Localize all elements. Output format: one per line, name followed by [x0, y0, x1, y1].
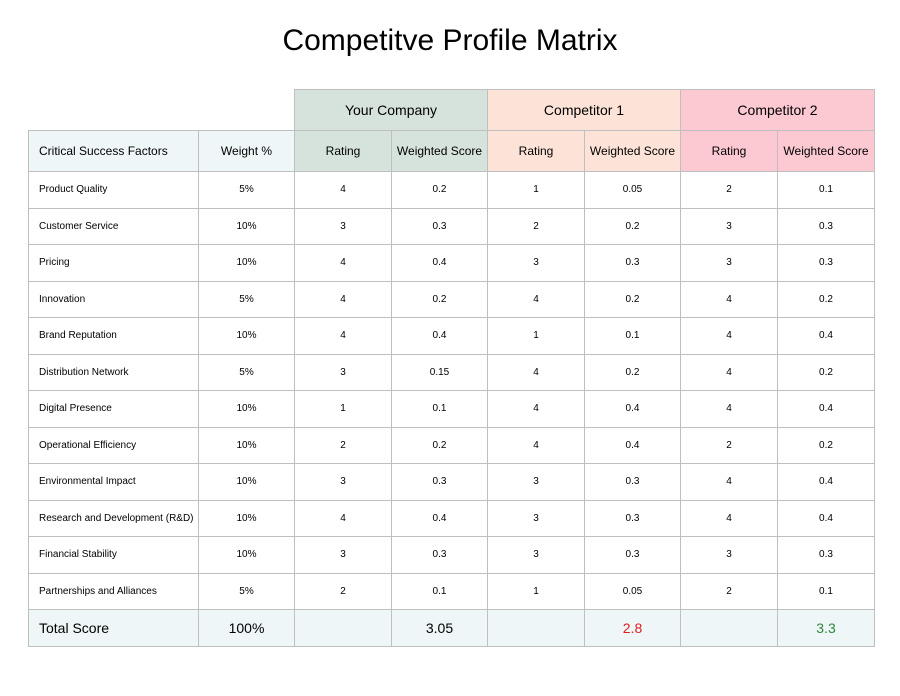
page-title: Competitve Profile Matrix — [282, 24, 618, 57]
your-company-weighted-score-cell: 0.4 — [392, 245, 488, 282]
competitor-2-rating-cell: 2 — [681, 172, 778, 209]
table-row — [29, 537, 875, 574]
competitor-1-rating-cell: 4 — [488, 354, 585, 391]
competitor-1-weighted-score-cell: 0.4 — [585, 391, 681, 428]
header-weight: Weight % — [199, 131, 295, 172]
header-critical-success-factors: Critical Success Factors — [29, 131, 199, 172]
table-row — [29, 172, 875, 209]
competitor-2-weighted-score-cell: 0.3 — [778, 208, 875, 245]
table-row — [29, 427, 875, 464]
competitor-1-rating-cell: 1 — [488, 172, 585, 209]
weight-cell: 10% — [199, 318, 295, 355]
header-competitor-1-rating: Rating — [488, 131, 585, 172]
group-header-your-company: Your Company — [295, 90, 488, 131]
weight-cell: 10% — [199, 208, 295, 245]
competitor-2-total-rating-empty — [681, 610, 778, 647]
table-row — [29, 318, 875, 355]
competitor-1-rating-cell: 3 — [488, 537, 585, 574]
competitor-2-weighted-score-cell: 0.3 — [778, 245, 875, 282]
competitive-profile-matrix — [28, 89, 875, 647]
competitor-2-rating-cell: 4 — [681, 354, 778, 391]
competitor-1-weighted-score-cell: 0.3 — [585, 245, 681, 282]
competitor-2-rating-cell: 4 — [681, 464, 778, 501]
your-company-weighted-score-cell: 0.15 — [392, 354, 488, 391]
weight-cell: 5% — [199, 281, 295, 318]
your-company-rating-cell: 4 — [295, 318, 392, 355]
total-score-row — [29, 610, 875, 647]
competitor-2-weighted-score-cell: 0.3 — [778, 537, 875, 574]
weight-cell: 10% — [199, 500, 295, 537]
competitor-1-rating-cell: 3 — [488, 245, 585, 282]
table-row — [29, 208, 875, 245]
your-company-rating-cell: 4 — [295, 500, 392, 537]
factor-cell: Brand Reputation — [29, 318, 199, 355]
table-row — [29, 245, 875, 282]
your-company-weighted-score-cell: 0.2 — [392, 281, 488, 318]
factor-cell: Innovation — [29, 281, 199, 318]
competitor-1-weighted-score-cell: 0.3 — [585, 500, 681, 537]
weight-cell: 5% — [199, 172, 295, 209]
competitor-1-total-rating-empty — [488, 610, 585, 647]
your-company-weighted-score-cell: 0.2 — [392, 172, 488, 209]
table-row — [29, 573, 875, 610]
competitor-2-rating-cell: 2 — [681, 427, 778, 464]
your-company-weighted-score-cell: 0.3 — [392, 208, 488, 245]
competitor-2-rating-cell: 3 — [681, 245, 778, 282]
table-row — [29, 354, 875, 391]
competitor-2-weighted-score-cell: 0.4 — [778, 391, 875, 428]
factor-cell: Partnerships and Alliances — [29, 573, 199, 610]
header-competitor-2-weighted-score: Weighted Score — [778, 131, 875, 172]
competitor-2-weighted-score-cell: 0.4 — [778, 500, 875, 537]
table-row — [29, 281, 875, 318]
competitor-2-weighted-score-cell: 0.4 — [778, 318, 875, 355]
group-header-competitor-1: Competitor 1 — [488, 90, 681, 131]
competitor-1-total-score: 2.8 — [585, 610, 681, 647]
weight-cell: 10% — [199, 245, 295, 282]
weight-cell: 5% — [199, 354, 295, 391]
competitor-1-weighted-score-cell: 0.3 — [585, 537, 681, 574]
weight-cell: 10% — [199, 427, 295, 464]
competitor-1-rating-cell: 1 — [488, 318, 585, 355]
competitor-2-rating-cell: 4 — [681, 500, 778, 537]
weight-cell: 10% — [199, 537, 295, 574]
your-company-rating-cell: 4 — [295, 245, 392, 282]
factor-cell: Digital Presence — [29, 391, 199, 428]
competitor-2-rating-cell: 3 — [681, 537, 778, 574]
factor-cell: Customer Service — [29, 208, 199, 245]
header-competitor-2-rating: Rating — [681, 131, 778, 172]
your-company-weighted-score-cell: 0.3 — [392, 464, 488, 501]
weight-cell: 10% — [199, 391, 295, 428]
competitor-2-weighted-score-cell: 0.4 — [778, 464, 875, 501]
competitor-2-total-score: 3.3 — [778, 610, 875, 647]
header-competitor-1-weighted-score: Weighted Score — [585, 131, 681, 172]
your-company-rating-cell: 2 — [295, 427, 392, 464]
competitor-1-weighted-score-cell: 0.2 — [585, 208, 681, 245]
competitor-1-weighted-score-cell: 0.3 — [585, 464, 681, 501]
competitor-1-rating-cell: 4 — [488, 281, 585, 318]
table-row — [29, 391, 875, 428]
header-your-company-weighted-score: Weighted Score — [392, 131, 488, 172]
competitor-1-weighted-score-cell: 0.1 — [585, 318, 681, 355]
your-company-rating-cell: 4 — [295, 172, 392, 209]
competitor-2-weighted-score-cell: 0.1 — [778, 573, 875, 610]
your-company-rating-cell: 4 — [295, 281, 392, 318]
factor-cell: Operational Efficiency — [29, 427, 199, 464]
competitor-2-rating-cell: 4 — [681, 318, 778, 355]
your-company-rating-cell: 3 — [295, 464, 392, 501]
competitor-1-weighted-score-cell: 0.05 — [585, 573, 681, 610]
factor-cell: Environmental Impact — [29, 464, 199, 501]
competitor-2-weighted-score-cell: 0.2 — [778, 427, 875, 464]
your-company-weighted-score-cell: 0.2 — [392, 427, 488, 464]
factor-cell: Pricing — [29, 245, 199, 282]
factor-cell: Financial Stability — [29, 537, 199, 574]
your-company-weighted-score-cell: 0.1 — [392, 573, 488, 610]
your-company-weighted-score-cell: 0.3 — [392, 537, 488, 574]
your-company-rating-cell: 3 — [295, 537, 392, 574]
table-row — [29, 464, 875, 501]
competitor-1-rating-cell: 3 — [488, 464, 585, 501]
total-score-label: Total Score — [29, 610, 199, 647]
competitor-1-weighted-score-cell: 0.4 — [585, 427, 681, 464]
competitor-2-weighted-score-cell: 0.2 — [778, 281, 875, 318]
competitor-2-rating-cell: 2 — [681, 573, 778, 610]
your-company-rating-cell: 3 — [295, 208, 392, 245]
your-company-total-score: 3.05 — [392, 610, 488, 647]
table-row — [29, 500, 875, 537]
weight-cell: 5% — [199, 573, 295, 610]
factor-cell: Research and Development (R&D) — [29, 500, 199, 537]
competitor-1-weighted-score-cell: 0.2 — [585, 281, 681, 318]
your-company-rating-cell: 3 — [295, 354, 392, 391]
factor-cell: Product Quality — [29, 172, 199, 209]
weight-cell: 10% — [199, 464, 295, 501]
competitor-1-weighted-score-cell: 0.05 — [585, 172, 681, 209]
your-company-total-rating-empty — [295, 610, 392, 647]
competitor-1-weighted-score-cell: 0.2 — [585, 354, 681, 391]
empty-corner — [29, 90, 295, 131]
competitor-2-weighted-score-cell: 0.2 — [778, 354, 875, 391]
your-company-weighted-score-cell: 0.1 — [392, 391, 488, 428]
competitor-1-rating-cell: 4 — [488, 427, 585, 464]
your-company-weighted-score-cell: 0.4 — [392, 500, 488, 537]
your-company-rating-cell: 1 — [295, 391, 392, 428]
competitor-2-rating-cell: 4 — [681, 281, 778, 318]
your-company-weighted-score-cell: 0.4 — [392, 318, 488, 355]
competitor-2-rating-cell: 3 — [681, 208, 778, 245]
competitor-2-rating-cell: 4 — [681, 391, 778, 428]
competitor-2-weighted-score-cell: 0.1 — [778, 172, 875, 209]
your-company-rating-cell: 2 — [295, 573, 392, 610]
group-header-competitor-2: Competitor 2 — [681, 90, 875, 131]
competitor-1-rating-cell: 1 — [488, 573, 585, 610]
competitor-1-rating-cell: 4 — [488, 391, 585, 428]
total-weight: 100% — [199, 610, 295, 647]
competitor-1-rating-cell: 3 — [488, 500, 585, 537]
competitor-1-rating-cell: 2 — [488, 208, 585, 245]
factor-cell: Distribution Network — [29, 354, 199, 391]
header-your-company-rating: Rating — [295, 131, 392, 172]
